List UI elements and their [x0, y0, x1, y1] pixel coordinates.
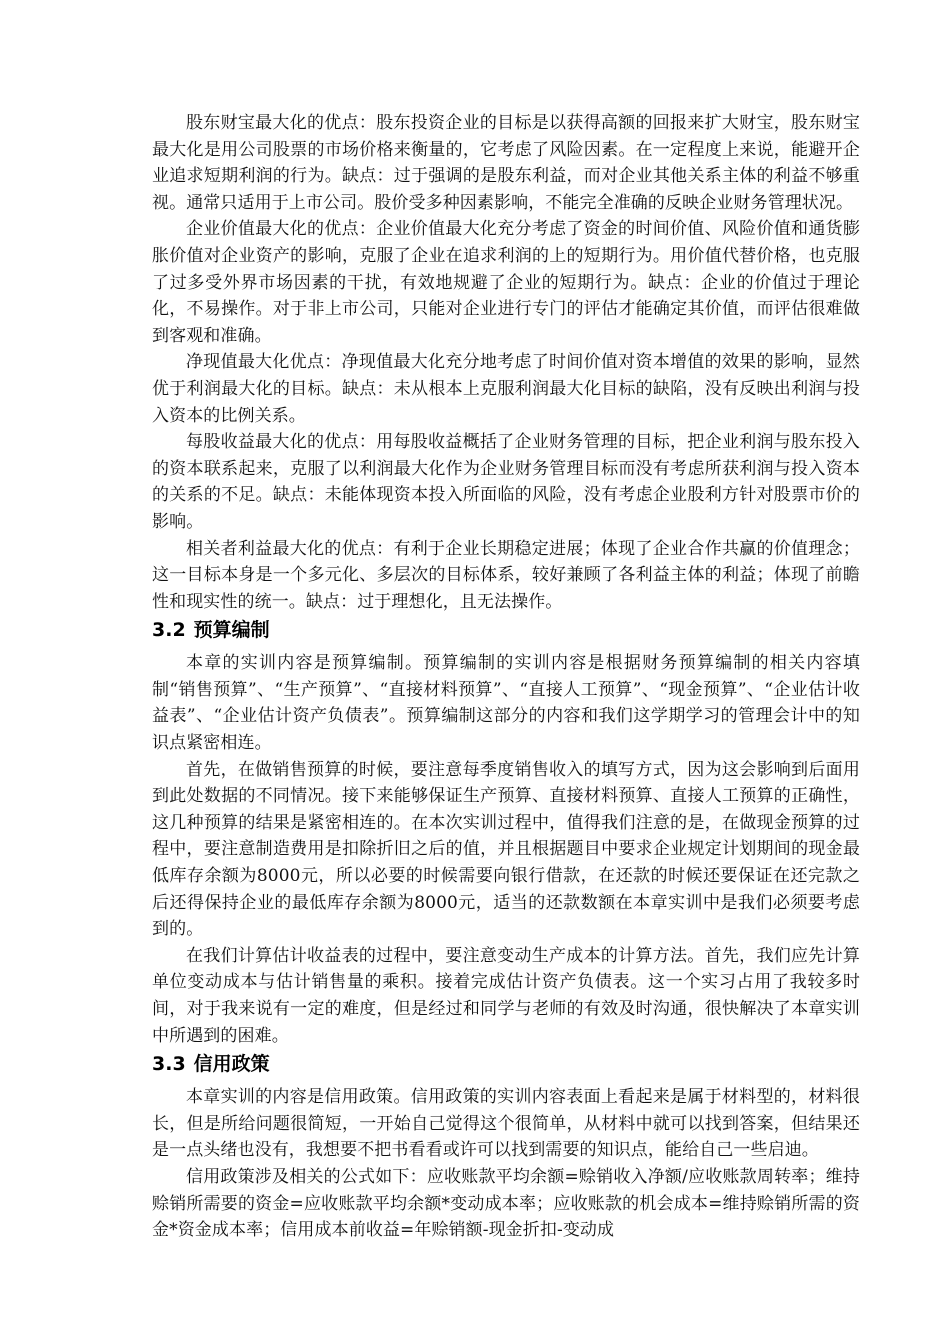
- paragraph-credit-intro: 本章实训的内容是信用政策。信用政策的实训内容表面上看起来是属于材料型的，材料很长，但是所给问题很简短，一开始自己觉得这个很简单，从材料中就可以找到答案，但结果还是一点头绪也没有，我想要不把书看看或许可以找到需要的知识点，能给自己一些启迪。: [152, 1087, 860, 1161]
- paragraph-credit-formulas: 信用政策涉及相关的公式如下：应收账款平均余额=赊销收入净额/应收账款周转率；维持赊销所需要的资金=应收账款平均余额*变动成本率；应收账款的机会成本=维持赊销所需的资金*资金成本率；信用成本前收益=年赊销额-现金折扣-变动成: [152, 1166, 860, 1241]
- paragraph-shareholder-wealth: 股东财宝最大化的优点：股东投资企业的目标是以获得高额的回报来扩大财宝，股东财宝最大化是用公司股票的市场价格来衡量的，它考虑了风险因素。在一定程度上来说，能避开企业追求短期利润的行为。缺点：过于强调的是股东利益，而对企业其他关系主体的利益不够重视。通常只适用于上市公司。股价受多种因素影响，不能完全准确的反映企业财务管理状况。: [152, 113, 860, 213]
- section-heading-3-3: [152, 1049, 860, 1084]
- paragraph-eps: 每股收益最大化的优点：用每股收益概括了企业财务管理的目标，把企业利润与股东投入的资本联系起来，克服了以利润最大化作为企业财务管理目标而没有考虑所获利润与投入资本的关系的不足。缺点：未能体现资本投入所面临的风险，没有考虑企业股利方针对股票市价的影响。: [152, 432, 860, 532]
- paragraph-enterprise-value: 企业价值最大化的优点：企业价值最大化充分考虑了资金的时间价值、风险价值和通货膨胀价值对企业资产的影响，克服了企业在追求利润的上的短期行为。用价值代替价格，也克服了过多受外界市场因素的干扰，有效地规避了企业的短期行为。缺点：企业的价值过于理论化，不易操作。对于非上市公司，只能对企业进行专门的评估才能确定其价值，而评估很难做到客观和准确。: [152, 219, 860, 346]
- section-title: 预算编制: [193, 619, 270, 642]
- document-page: [152, 110, 860, 1244]
- paragraph-budget-intro: 本章的实训内容是预算编制。预算编制的实训内容是根据财务预算编制的相关内容填制“销售预算”、“生产预算”、“直接材料预算”、“直接人工预算”、“现金预算”、“企业估计收益表”、“企业估计资产负债表”。预算编制这部分的内容和我们这学期学习的管理会计中的知识点紧密相连。: [152, 653, 860, 754]
- section-title: 信用政策: [193, 1053, 270, 1076]
- paragraph-stakeholder: 相关者利益最大化的优点：有利于企业长期稳定进展；体现了企业合作共赢的价值理念；这一目标本身是一个多元化、多层次的目标体系，较好兼顾了各利益主体的利益；体现了前瞻性和现实性的统一。缺点：过于理想化，且无法操作。: [152, 538, 860, 612]
- section-number: 3.2: [152, 619, 186, 642]
- paragraph-budget-sales: 首先，在做销售预算的时候，要注意每季度销售收入的填写方式，因为这会影响到后面用到此处数据的不同情况。接下来能够保证生产预算、直接材料预算、直接人工预算的正确性，这几种预算的结果是紧密相连的。在本次实训过程中，值得我们注意的是，在做现金预算的过程中，要注意制造费用是扣除折旧之后的值，并且根据题目中要求企业规定计划期间的现金最低库存余额为8000元，所以必要的时候需要向银行借款，在还款的时候还要保证在还完款之后还得保持企业的最低库存余额为8000元，适当的还款数额在本章实训中是我们必须要考虑到的。: [152, 759, 860, 940]
- paragraph-npv: 净现值最大化优点：净现值最大化充分地考虑了时间价值对资本增值的效果的影响，显然优于利润最大化的目标。缺点：未从根本上克服利润最大化目标的缺陷，没有反映出利润与投入资本的比例关系。: [152, 352, 860, 426]
- paragraph-budget-income: 在我们计算估计收益表的过程中，要注意变动生产成本的计算方法。首先，我们应先计算单位变动成本与估计销售量的乘积。接着完成估计资产负债表。这一个实习占用了我较多时间，对于我来说有一定的难度，但是经过和同学与老师的有效及时沟通，很快解决了本章实训中所遇到的困难。: [152, 945, 860, 1046]
- section-heading-3-2: [152, 615, 860, 650]
- section-number: 3.3: [152, 1053, 186, 1076]
